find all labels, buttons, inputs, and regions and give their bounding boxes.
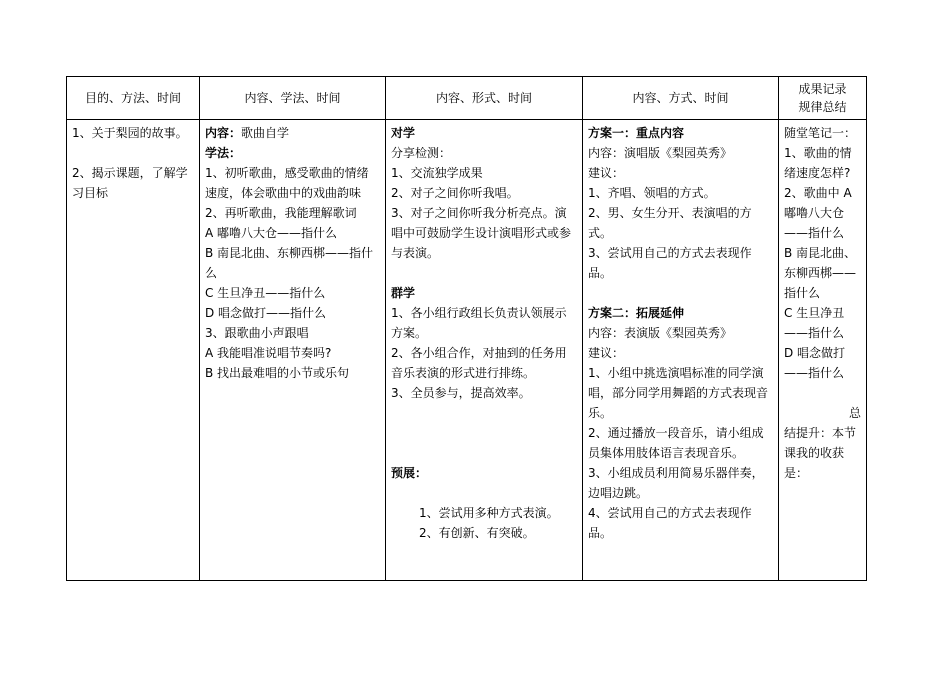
pair-study-line: 2、对子之间你听我唱。 [391, 186, 519, 200]
note-line: B 南昆北曲、东柳西梆——指什么 [784, 246, 857, 300]
study-line: D 唱念做打——指什么 [205, 306, 327, 320]
pair-study-line: 3、对子之间你听我分析亮点。演唱中可鼓励学生设计演唱形式或参与表演。 [391, 206, 572, 260]
header-cell-content-method: 内容、学法、时间 [200, 77, 386, 120]
plan1-line: 内容：演唱版《梨园英秀》 [588, 146, 733, 160]
note-line: 2、歌曲中 A 嘟噜八大仓——指什么 [784, 186, 852, 240]
preview-line: 2、有创新、有突破。 [419, 526, 535, 540]
plan2-line: 1、小组中挑选演唱标准的同学演唱，部分同学用舞蹈的方式表现音乐。 [588, 366, 769, 420]
header-cell-content-way: 内容、方式、时间 [583, 77, 779, 120]
study-line: A 我能唱准说唱节奏吗? [205, 346, 332, 360]
cell-notes [779, 120, 867, 581]
plan1-line: 1、齐唱、领唱的方式。 [588, 186, 716, 200]
study-line: 2、再听歌曲，我能理解歌词 [205, 206, 357, 220]
cell-purpose [67, 120, 200, 581]
preview-title: 预展： [391, 466, 428, 480]
pair-study-line: 1、交流独学成果 [391, 166, 483, 180]
cell-self-study [200, 120, 386, 581]
purpose-line: 2、揭示课题，了解学习目标 [72, 166, 188, 200]
cell-pair-group-study [386, 120, 583, 581]
plan1-line: 2、男、女生分开、表演唱的方式。 [588, 206, 752, 240]
note-line: 随堂笔记一： [784, 126, 857, 140]
study-line: B 找出最难唱的小节或乐句 [205, 366, 350, 380]
plan2-line: 内容：表演版《梨园英秀》 [588, 326, 733, 340]
preview-line: 1、尝试用多种方式表演。 [419, 506, 559, 520]
header-cell-content-form: 内容、形式、时间 [386, 77, 583, 120]
study-line: B 南昆北曲、东柳西梆——指什么 [205, 246, 374, 280]
cell-plans [583, 120, 779, 581]
plan1-line: 3、尝试用自己的方式去表现作品。 [588, 246, 752, 280]
purpose-line: 1、关于梨园的故事。 [72, 126, 188, 140]
summary-head: 总 [848, 406, 861, 420]
note-line: C 生旦净丑——指什么 [784, 306, 845, 340]
plan2-line: 3、小组成员利用简易乐器伴奏，边唱边跳。 [588, 466, 764, 500]
note-line: 1、歌曲的情绪速度怎样? [784, 146, 852, 180]
study-line: A 嘟噜八大仓——指什么 [205, 226, 338, 240]
group-study-line: 3、全员参与，提高效率。 [391, 386, 531, 400]
plan1-title: 方案一：重点内容 [588, 126, 685, 140]
plan2-title: 方案二：拓展延伸 [588, 306, 685, 320]
header-cell-purpose: 目的、方法、时间 [67, 77, 200, 120]
note-line: D 唱念做打——指什么 [784, 346, 846, 380]
study-line: 1、初听歌曲，感受歌曲的情绪速度，体会歌曲中的戏曲韵味 [205, 166, 369, 200]
body-row [67, 120, 867, 581]
summary-line: 结提升：本节课我的收获是： [784, 426, 857, 480]
header-cell-results: 成果记录 规律总结 [779, 77, 867, 120]
plan2-line: 建议： [588, 346, 625, 360]
content-line: 内容：歌曲自学 [205, 126, 290, 140]
pair-study-title: 对学 [391, 126, 416, 140]
plan2-line: 4、尝试用自己的方式去表现作品。 [588, 506, 752, 540]
group-study-line: 2、各小组合作，对抽到的任务用音乐表演的形式进行排练。 [391, 346, 567, 380]
group-study-title: 群学 [391, 286, 416, 300]
pair-study-line: 分享检测： [391, 146, 452, 160]
study-line: C 生旦净丑——指什么 [205, 286, 326, 300]
plan1-line: 建议： [588, 166, 625, 180]
method-label: 学法： [205, 146, 242, 160]
header-row [67, 77, 867, 120]
plan2-line: 2、通过播放一段音乐，请小组成员集体用肢体语言表现音乐。 [588, 426, 764, 460]
study-line: 3、跟歌曲小声跟唱 [205, 326, 309, 340]
group-study-line: 1、各小组行政组长负责认领展示方案。 [391, 306, 567, 340]
lesson-plan-table [66, 76, 867, 581]
